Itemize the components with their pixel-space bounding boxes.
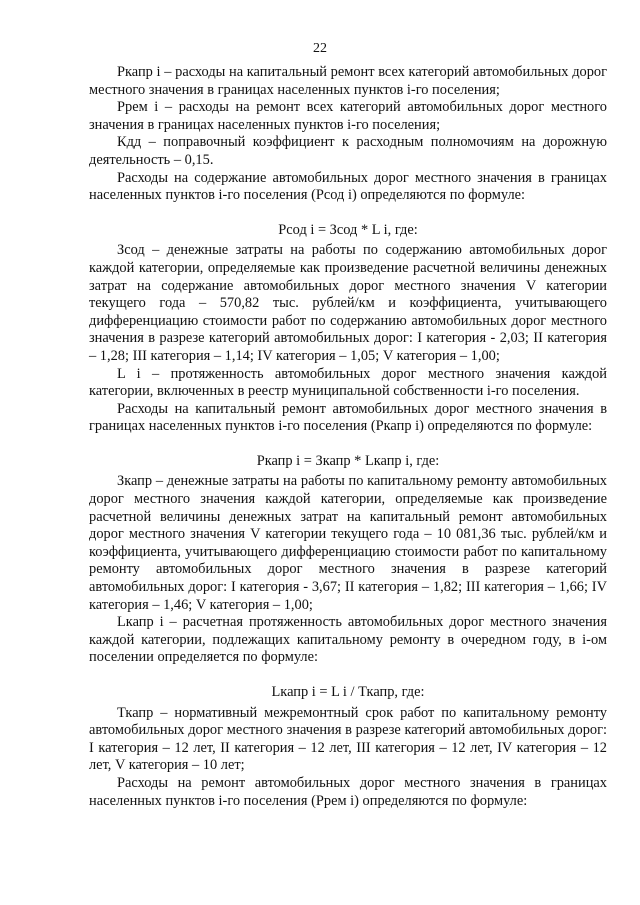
paragraph-rkapr-definition: Ркапр i – расходы на капитальный ремонт всех категорий автомобильных дорог местного значения в границах населенных пунктов i-го поселения; [89,64,607,98]
paragraph-rrem-intro: Расходы на ремонт автомобильных дорог местного значения в границах населенных пунктов i-го поселения (Ррем i) определяются по формуле: [89,774,607,809]
paragraph-kdd-definition: Кдд – поправочный коэффициент к расходным полномочиям на дорожную деятельность – 0,15. [89,134,607,168]
paragraph-rkapr-intro: Расходы на капитальный ремонт автомобильных дорог местного значения в границах населенных пунктов i-го поселения (Ркапр i) определяются по формуле: [89,400,607,435]
paragraph-zsod-definition: Зсод – денежные затраты на работы по содержанию автомобильных дорог каждой категории, определяемые как произведение расчетной величины денежных затрат на содержание автомобильных дорог местного значения V категории текущего года – 570,82 тыс. рублей/км и коэффициента, учитывающего дифференциацию стоимости работ по содержанию автомобильных дорог местного значения в разрезе категорий автомобильных дорог: I категория - 2,03; II категория – 1,28; III категория – 1,14; IV категория – 1,05; V категория – 1,00; [89,242,607,364]
paragraph-lkapr-definition: Lкапр i – расчетная протяженность автомобильных дорог местного значения каждой категории, подлежащих капитальному ремонту в очередном году, в i-ом поселении определяется по формуле: [89,614,607,666]
paragraph-li-definition: L i – протяженность автомобильных дорог местного значения каждой категории, включенных в реестр муниципальной собственности i-го поселения. [89,365,607,400]
page-number: 22 [313,41,327,56]
formula-rkapr: Ркапр i = Зкапр * Lкапр i, где: [256,452,440,469]
paragraph-zkapr-definition: Зкапр – денежные затраты на работы по капитальному ремонту автомобильных дорог местного значения каждой категории, определяемые как произведение расчетной величины денежных затрат на капитальный ремонт автомобильных дорог местного значения V категории текущего года – 10 081,36 тыс. рублей/км и коэффициента, учитывающего дифференциацию стоимости работ по капитальному ремонту автомобильных дорог местного значения в разрезе категорий автомобильных дорог: I категория - 3,67; II категория – 1,82; III категория – 1,66; IV категория – 1,46; V категория – 1,00; [89,473,607,613]
paragraph-tkapr-definition: Ткапр – нормативный межремонтный срок работ по капитальному ремонту автомобильных дорог местного значения в разрезе категорий автомобильных дорог: I категория – 12 лет, II категория – 12 лет, III категория – 12 лет, IV категория – 12 лет, V категория – 10 лет; [89,704,607,774]
paragraph-rsod-intro: Расходы на содержание автомобильных дорог местного значения в границах населенных пунктов i-го поселения (Рсод i) определяются по формуле: [89,169,607,204]
paragraph-rrem-definition: Ррем i – расходы на ремонт всех категорий автомобильных дорог местного значения в границах населенных пунктов i-го поселения; [89,99,607,133]
formula-rsod: Рсод i = Зсод * L i, где: [278,221,418,238]
formula-lkapr: Lкапр i = L i / Ткапр, где: [271,684,425,700]
page-body [89,64,607,810]
